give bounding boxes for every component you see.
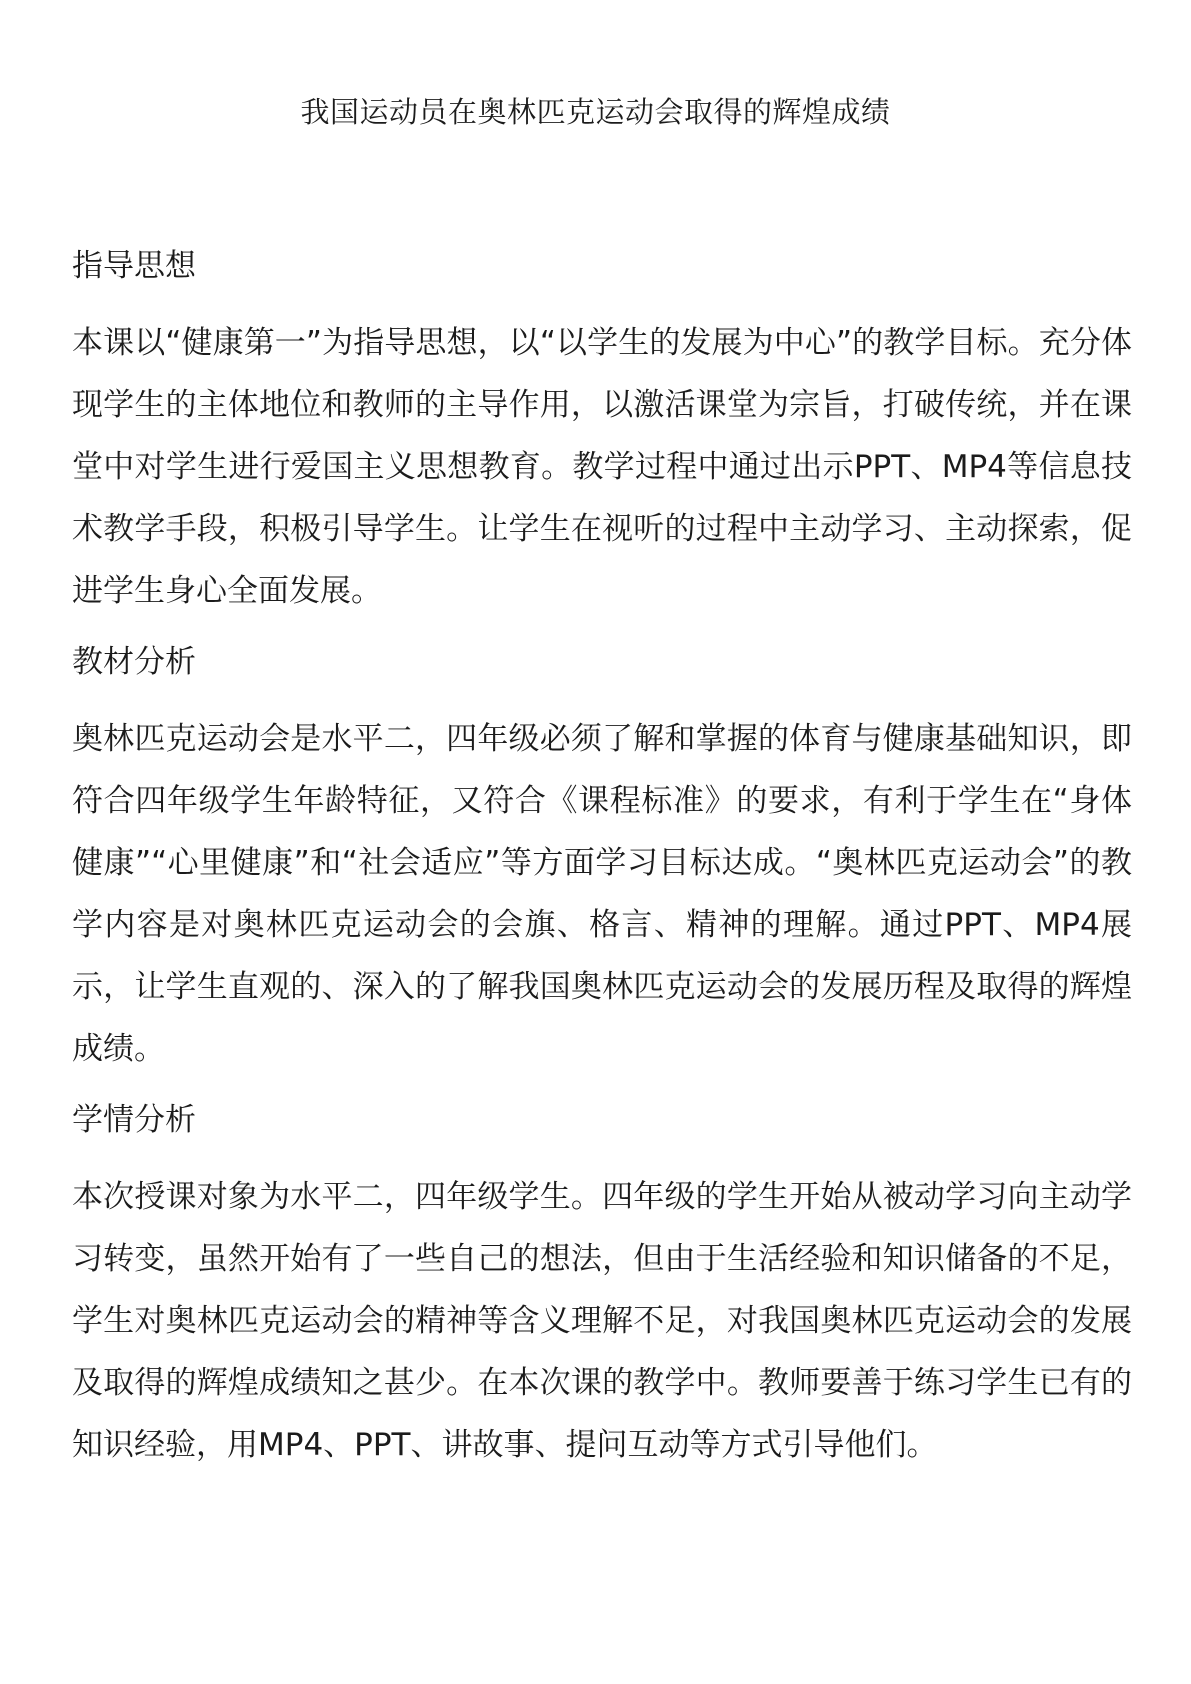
section-guiding-ideology bbox=[72, 244, 1132, 622]
section-material-analysis bbox=[72, 640, 1132, 1080]
section-heading: 指导思想 bbox=[72, 248, 196, 284]
document-content bbox=[72, 244, 1132, 1494]
section-student-analysis bbox=[72, 1098, 1132, 1476]
section-body: 本课以“健康第一”为指导思想，以“以学生的发展为中心”的教学目标。充分体现学生的主体地位和教师的主导作用，以激活课堂为宗旨，打破传统，并在课堂中对学生进行爱国主义思想教育。教学过程中通过出示PPT、MP4等信息技术教学手段，积极引导学生。让学生在视听的过程中主动学习、主动探索，促进学生身心全面发展。 bbox=[72, 325, 1132, 609]
section-heading: 教材分析 bbox=[72, 644, 196, 680]
document-title: 我国运动员在奥林匹克运动会取得的辉煌成绩 bbox=[300, 95, 891, 129]
section-heading: 学情分析 bbox=[72, 1102, 196, 1138]
section-body: 本次授课对象为水平二，四年级学生。四年级的学生开始从被动学习向主动学习转变，虽然开始有了一些自己的想法，但由于生活经验和知识储备的不足，学生对奥林匹克运动会的精神等含义理解不足，对我国奥林匹克运动会的发展及取得的辉煌成绩知之甚少。在本次课的教学中。教师要善于练习学生已有的知识经验，用MP4、PPT、讲故事、提问互动等方式引导他们。 bbox=[72, 1179, 1132, 1463]
section-body: 奥林匹克运动会是水平二，四年级必须了解和掌握的体育与健康基础知识，即符合四年级学生年龄特征，又符合《课程标准》的要求，有利于学生在“身体健康”“心里健康”和“社会适应”等方面学习目标达成。“奥林匹克运动会”的教学内容是对奥林匹克运动会的会旗、格言、精神的理解。通过PPT、MP4展示，让学生直观的、深入的了解我国奥林匹克运动会的发展历程及取得的辉煌成绩。 bbox=[72, 721, 1132, 1067]
